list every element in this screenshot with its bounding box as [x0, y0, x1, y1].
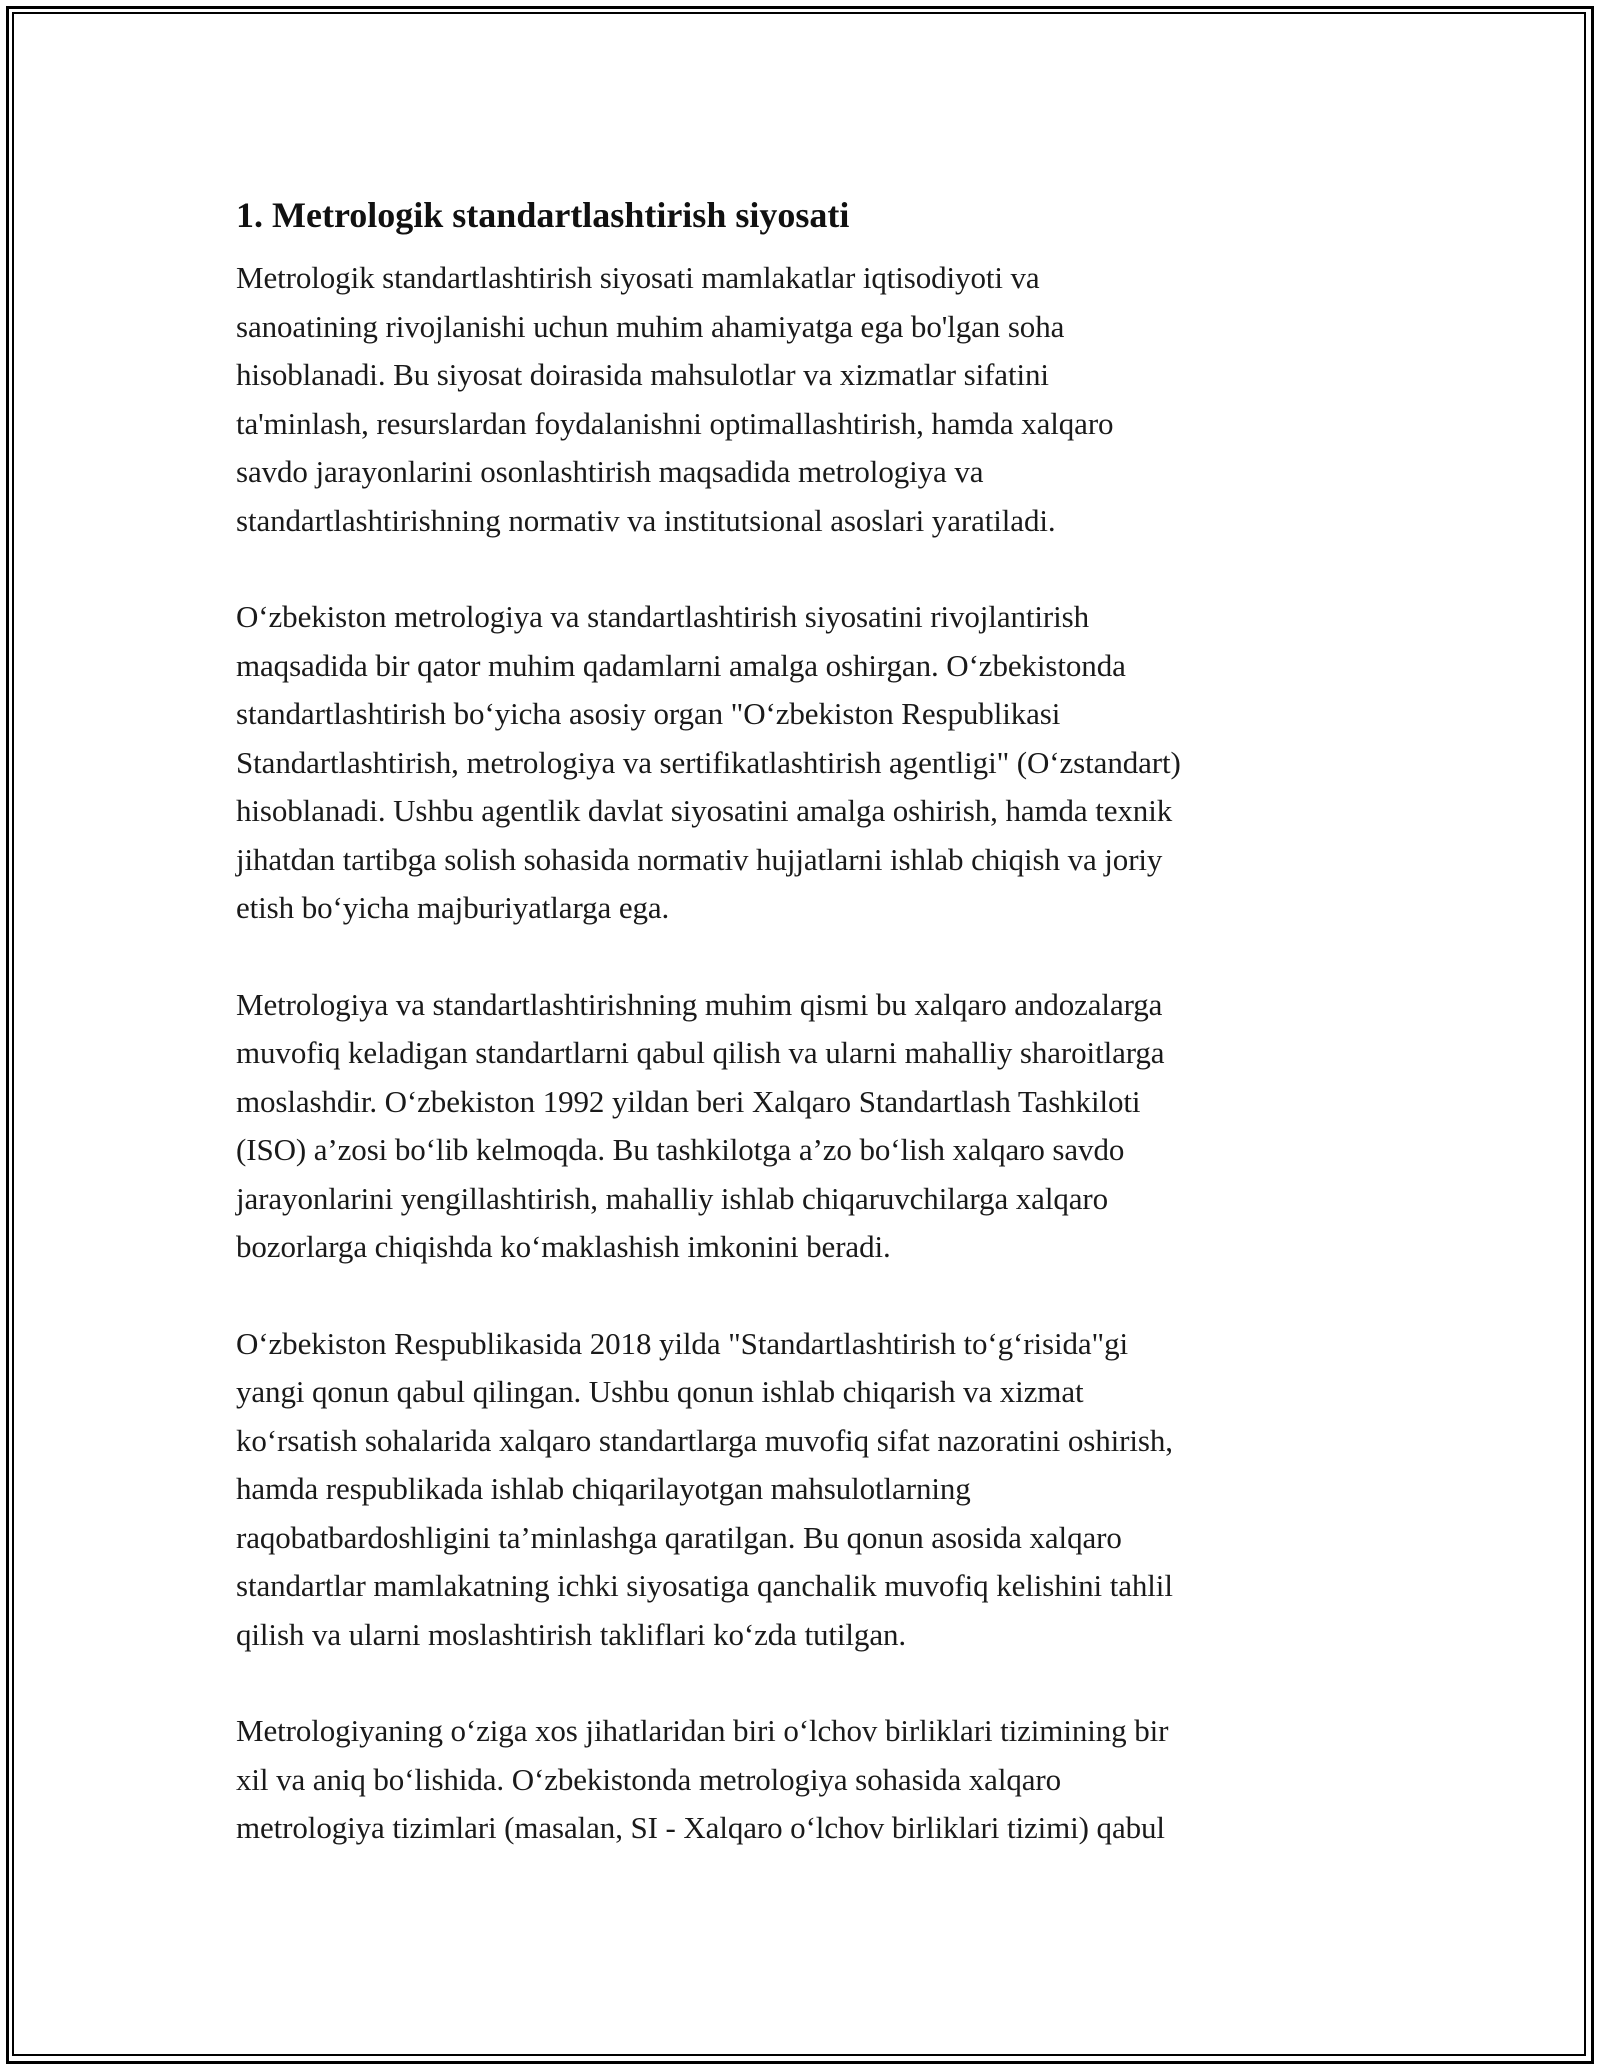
paragraph-line: Metrologiyaning o‘ziga xos jihatlaridan biri o‘lchov birliklari tizimining bir	[236, 1713, 1169, 1748]
paragraph-line: savdo jarayonlarini osonlashtirish maqsadida metrologiya va	[236, 454, 984, 489]
paragraph-line: sanoatining rivojlanishi uchun muhim ahamiyatga ega bo'lgan soha	[236, 308, 1065, 344]
paragraph-line: standartlashtirish bo‘yicha asosiy organ "O‘zbekiston Respublikasi	[236, 696, 1061, 731]
paragraph-line: moslashdir. O‘zbekiston 1992 yildan beri Xalqaro Standartlash Tashkiloti	[236, 1083, 1141, 1119]
paragraph-line: Standartlashtirish, metrologiya va sertifikatlashtirish agentligi" (O‘zstandart)	[236, 744, 1181, 780]
paragraph-line: hamda respublikada ishlab chiqarilayotgan mahsulotlarning	[236, 1471, 971, 1506]
paragraph-line: etish bo‘yicha majburiyatlarga ega.	[236, 890, 670, 925]
paragraph-line: standartlashtirishning normativ va institutsional asoslari yaratiladi.	[236, 502, 1056, 538]
paragraph-line: O‘zbekiston Respublikasida 2018 yilda "Standartlashtirish to‘g‘risida"gi	[236, 1325, 1128, 1361]
paragraph-line: standartlar mamlakatning ichki siyosatiga qanchalik muvofiq kelishini tahlil	[236, 1568, 1173, 1603]
body-paragraph	[236, 1707, 1366, 1853]
body-paragraph	[236, 981, 1366, 1272]
paragraph-line: ko‘rsatish sohalarida xalqaro standartlarga muvofiq sifat nazoratini oshirish,	[236, 1422, 1173, 1458]
paragraph-line: hisoblanadi. Bu siyosat doirasida mahsulotlar va xizmatlar sifatini	[236, 357, 1049, 392]
body-paragraph	[236, 254, 1366, 545]
paragraph-line: jarayonlarini yengillashtirish, mahalliy ishlab chiqaruvchilarga xalqaro	[236, 1180, 1109, 1216]
paragraph-line: O‘zbekiston metrologiya va standartlashtirish siyosatini rivojlantirish	[236, 599, 1089, 634]
section-heading: 1. Metrologik standartlashtirish siyosati	[236, 195, 850, 235]
body-paragraph	[236, 1320, 1366, 1660]
paragraph-list	[236, 254, 1366, 1853]
paragraph-line: xil va aniq bo‘lishida. O‘zbekistonda metrologiya sohasida xalqaro	[236, 1761, 1062, 1797]
paragraph-line: maqsadida bir qator muhim qadamlarni amalga oshirgan. O‘zbekistonda	[236, 647, 1126, 683]
paragraph-line: Metrologiya va standartlashtirishning muhim qismi bu xalqaro andozalarga	[236, 986, 1163, 1022]
paragraph-line: ta'minlash, resurslardan foydalanishni optimallashtirish, hamda xalqaro	[236, 405, 1114, 441]
paragraph-line: qilish va ularni moslashtirish takliflari ko‘zda tutilgan.	[236, 1616, 907, 1652]
paragraph-line: metrologiya tizimlari (masalan, SI - Xalqaro o‘lchov birliklari tizimi) qabul	[236, 1810, 1165, 1845]
paragraph-line: Metrologik standartlashtirish siyosati mamlakatlar iqtisodiyoti va	[236, 260, 1040, 295]
body-paragraph	[236, 593, 1366, 933]
paragraph-line: hisoblanadi. Ushbu agentlik davlat siyosatini amalga oshirish, hamda texnik	[236, 793, 1173, 828]
paragraph-line: raqobatbardoshligini ta’minlashga qaratilgan. Bu qonun asosida xalqaro	[236, 1519, 1122, 1555]
paragraph-line: yangi qonun qabul qilingan. Ushbu qonun ishlab chiqarish va xizmat	[236, 1374, 1084, 1409]
paragraph-line: (ISO) a’zosi bo‘lib kelmoqda. Bu tashkilotga a’zo bo‘lish xalqaro savdo	[236, 1132, 1125, 1167]
document-body	[236, 188, 1366, 1901]
paragraph-line: bozorlarga chiqishda ko‘maklashish imkonini beradi.	[236, 1229, 891, 1264]
paragraph-line: jihatdan tartibga solish sohasida normativ hujjatlarni ishlab chiqish va joriy	[236, 841, 1163, 877]
paragraph-line: muvofiq keladigan standartlarni qabul qilish va ularni mahalliy sharoitlarga	[236, 1035, 1165, 1070]
